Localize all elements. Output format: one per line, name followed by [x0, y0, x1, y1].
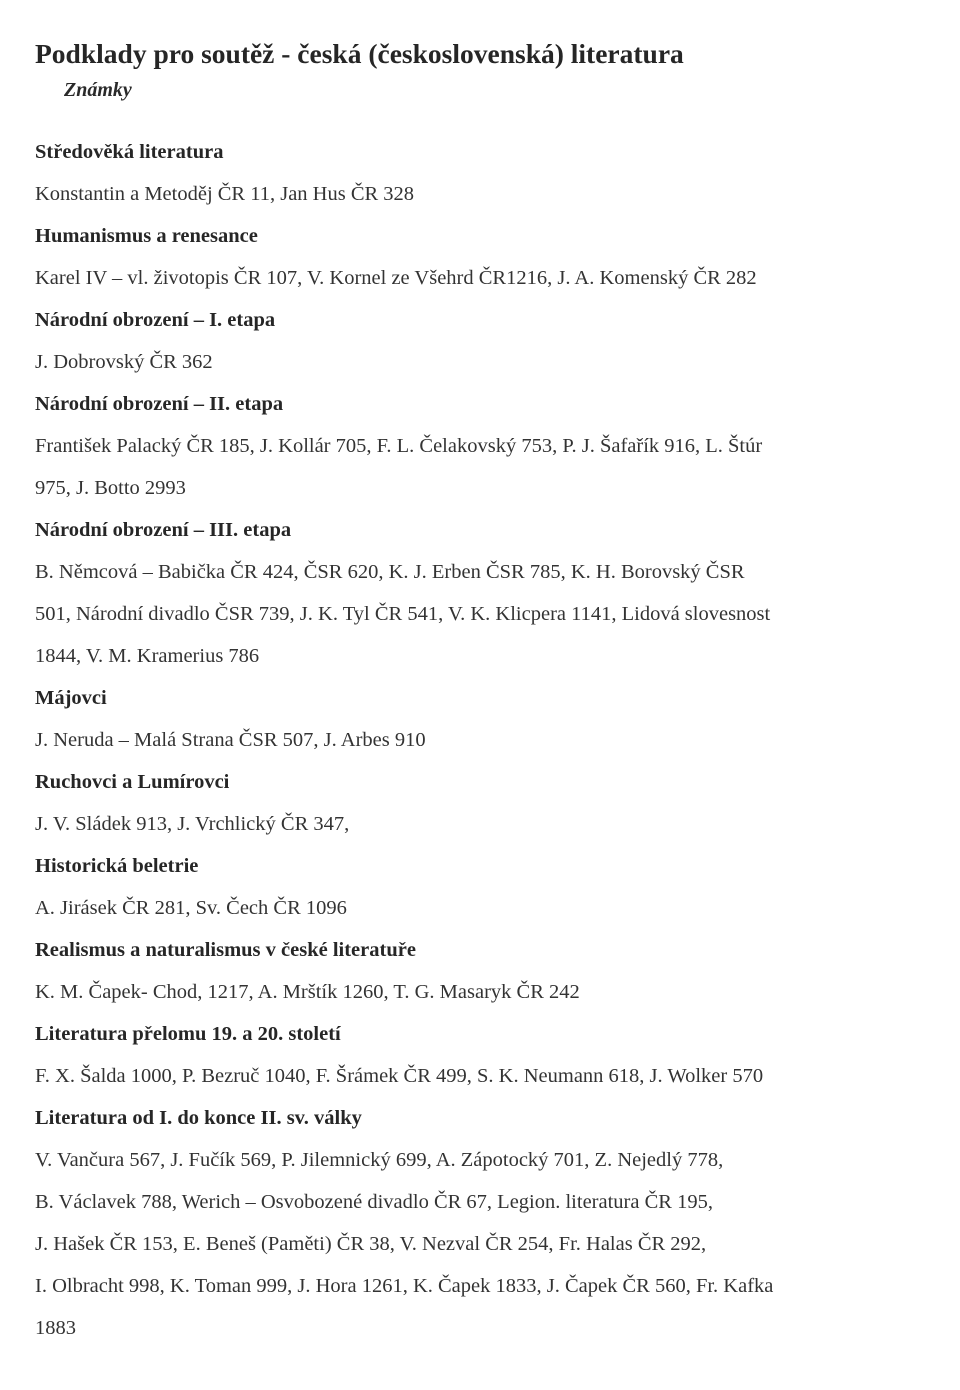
section-line: Konstantin a Metoděj ČR 11, Jan Hus ČR 328	[35, 183, 415, 205]
section-line: 1883	[35, 1317, 76, 1339]
section	[35, 845, 924, 929]
section	[35, 1013, 924, 1097]
section-heading: Realismus a naturalismus v české literatuře	[35, 939, 416, 961]
section-heading: Národní obrození – III. etapa	[35, 519, 292, 541]
section-line: F. X. Šalda 1000, P. Bezruč 1040, F. Šrámek ČR 499, S. K. Neumann 618, J. Wolker 570	[35, 1065, 764, 1087]
section-body	[35, 1055, 924, 1097]
section-line: J. Neruda – Malá Strana ČSR 507, J. Arbes 910	[35, 729, 426, 751]
section	[35, 383, 924, 509]
section-body	[35, 551, 924, 677]
section	[35, 761, 924, 845]
section-heading: Historická beletrie	[35, 855, 199, 877]
section-line: B. Václavek 788, Werich – Osvobozené divadlo ČR 67, Legion. literatura ČR 195,	[35, 1191, 713, 1213]
section-line: J. Dobrovský ČR 362	[35, 351, 213, 373]
section-heading: Národní obrození – II. etapa	[35, 393, 284, 415]
section-body	[35, 887, 924, 929]
section-line: J. Hašek ČR 153, E. Beneš (Paměti) ČR 38, V. Nezval ČR 254, Fr. Halas ČR 292,	[35, 1233, 707, 1255]
section-body	[35, 425, 924, 509]
sections-list	[35, 131, 924, 1349]
section-line: A. Jirásek ČR 281, Sv. Čech ČR 1096	[35, 897, 347, 919]
section	[35, 677, 924, 761]
section	[35, 929, 924, 1013]
section-body	[35, 1139, 924, 1349]
section-body	[35, 257, 924, 299]
section-line: J. V. Sládek 913, J. Vrchlický ČR 347,	[35, 813, 350, 835]
section-heading: Literatura od I. do konce II. sv. války	[35, 1107, 362, 1129]
section	[35, 215, 924, 299]
section	[35, 1097, 924, 1349]
section	[35, 299, 924, 383]
section-line: 501, Národní divadlo ČSR 739, J. K. Tyl ČR 541, V. K. Klicpera 1141, Lidová slovesnost	[35, 603, 771, 625]
section-body	[35, 971, 924, 1013]
section-heading: Národní obrození – I. etapa	[35, 309, 276, 331]
section-heading: Humanismus a renesance	[35, 225, 258, 247]
document-title: Podklady pro soutěž - česká (československá) literatura	[35, 38, 684, 69]
section-body	[35, 719, 924, 761]
section-body	[35, 173, 924, 215]
section-line: V. Vančura 567, J. Fučík 569, P. Jilemnický 699, A. Zápotocký 701, Z. Nejedlý 778,	[35, 1149, 724, 1171]
section-heading: Májovci	[35, 687, 107, 709]
section	[35, 131, 924, 215]
section-line: 975, J. Botto 2993	[35, 477, 186, 499]
section-line: František Palacký ČR 185, J. Kollár 705, F. L. Čelakovský 753, P. J. Šafařík 916, L. Štúr	[35, 435, 763, 457]
section-line: 1844, V. M. Kramerius 786	[35, 645, 260, 667]
section-heading: Středověká literatura	[35, 141, 224, 163]
section-line: K. M. Čapek- Chod, 1217, A. Mrštík 1260, T. G. Masaryk ČR 242	[35, 981, 580, 1003]
section-heading: Ruchovci a Lumírovci	[35, 771, 230, 793]
section-line: Karel IV – vl. životopis ČR 107, V. Kornel ze Všehrd ČR1216, J. A. Komenský ČR 282	[35, 267, 757, 289]
section-line: B. Němcová – Babička ČR 424, ČSR 620, K. J. Erben ČSR 785, K. H. Borovský ČSR	[35, 561, 745, 583]
section-line: I. Olbracht 998, K. Toman 999, J. Hora 1261, K. Čapek 1833, J. Čapek ČR 560, Fr. Kafka	[35, 1275, 774, 1297]
section-heading: Literatura přelomu 19. a 20. století	[35, 1023, 341, 1045]
section-body	[35, 341, 924, 383]
section-body	[35, 803, 924, 845]
document-subtitle: Známky	[64, 79, 132, 101]
section	[35, 509, 924, 677]
